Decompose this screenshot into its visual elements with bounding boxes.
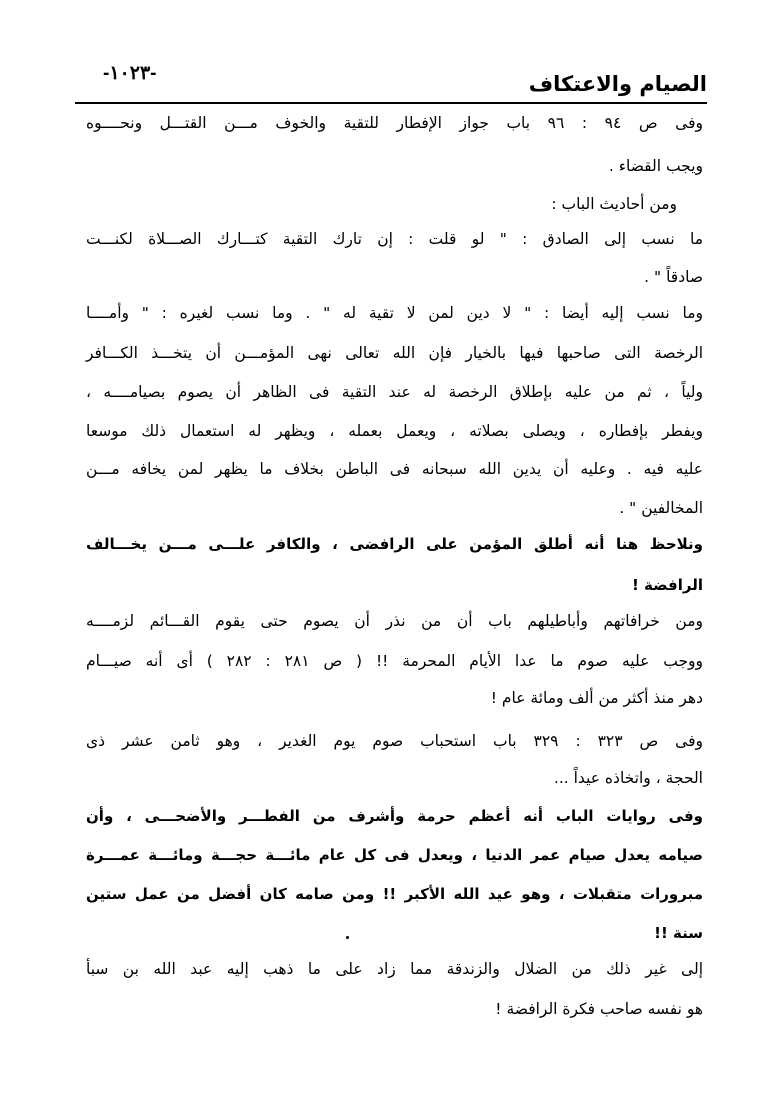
text-line: ويجب القضاء . — [608, 157, 703, 175]
text-line: وفى ص ٣٢٣ : ٣٢٩ باب استحباب صوم يوم الغدير ، وهو ثامن عشر ذى — [86, 732, 703, 750]
text-line-bold: ونلاحظ هنا أنه أطلق المؤمن على الرافضى ، والكافر علـــى مـــن يخـــالف — [86, 535, 703, 553]
text-line: الحجة ، واتخاذه عيداً ... — [553, 769, 703, 787]
page-number: -١٠٢٣- — [103, 63, 157, 84]
page-header — [75, 58, 707, 104]
text-line: ويفطر بإفطاره ، ويصلى بصلاته ، ويعمل بعمله ، ويظهر له استعمال ذلك موسعا — [86, 422, 703, 440]
text-line-bold: الرافضة ! — [631, 576, 703, 594]
text-line: الرخصة التى صاحبها فيها بالخيار فإن الله تعالى نهى المؤمـــن أن يتخـــذ الكـــافر — [86, 344, 703, 362]
running-title: الصيام والاعتكاف — [528, 72, 707, 96]
text-line: وفى ص ٩٤ : ٩٦ باب جواز الإفطار للتقية والخوف مـــن القتـــل ونحــــوه — [86, 114, 703, 132]
text-line: ما نسب إلى الصادق : " لو قلت : إن تارك التقية كتـــارك الصـــلاة لكنـــت — [86, 230, 703, 248]
text-line-bold: وفى روايات الباب أنه أعظم حرمة وأشرف من الفطـــر والأضحـــى ، وأن — [86, 807, 703, 825]
text-line: ولياً ، ثم من عليه بإطلاق الرخصة له عند التقية فى الظاهر أن يصوم بصيامــــه ، — [86, 383, 703, 401]
text-line: المخالفين " . — [619, 499, 703, 517]
text-line: هو نفسه صاحب فكرة الرافضة ! — [495, 1000, 703, 1018]
text-line: صادقاً " . — [644, 268, 703, 286]
text-line-bold: صيامه يعدل صيام عمر الدنيا ، ويعدل فى كل عام مائـــة حجـــة ومائـــة عمـــرة — [86, 846, 703, 864]
text-line: وما نسب إليه أيضا : " لا دين لمن لا تقية له " . وما نسب لغيره : " وأمــــا — [86, 304, 703, 322]
text-line: دهر منذ أكثر من ألف ومائة عام ! — [490, 689, 703, 707]
text-line: ووجب عليه صوم ما عدا الأيام المحرمة !! ( ص ٢٨١ : ٢٨٢ ) أى أنه صيـــام — [86, 652, 703, 670]
stray-mark — [346, 936, 349, 939]
text-line: ومن أحاديث الباب : — [551, 195, 677, 213]
text-line-bold: مبرورات متقبلات ، وهو عيد الله الأكبر !! ومن صامه كان أفضل من عمل ستين — [86, 885, 703, 903]
text-line: ومن خرافاتهم وأباطيلهم باب أن من نذر أن يصوم حتى يقوم القـــائم لزمــــه — [86, 612, 703, 630]
text-line: إلى غير ذلك من الضلال والزندقة مما زاد على ما ذهب إليه عبد الله بن سبأ — [86, 960, 703, 978]
text-line-bold: سنة !! — [654, 924, 703, 942]
text-line: عليه فيه . وعليه أن يدين الله سبحانه فى الباطن بخلاف ما يظهر لمن يخافه مـــن — [86, 460, 703, 478]
